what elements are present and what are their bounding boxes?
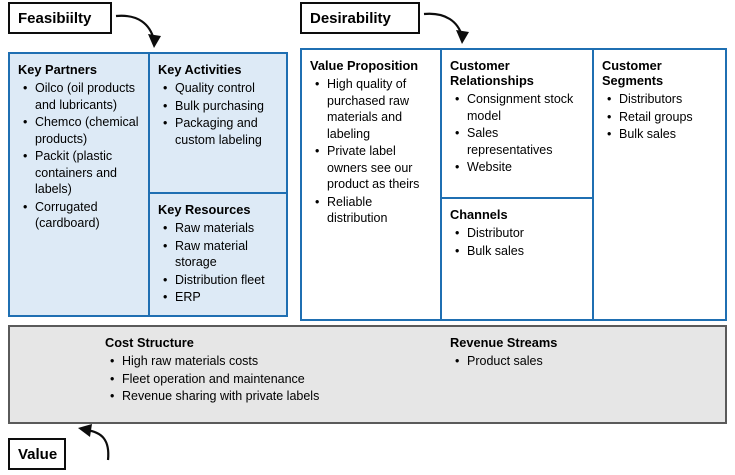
list-item: • Bulk purchasing [175, 98, 278, 115]
value-proposition-list [310, 76, 432, 227]
callout-desirability [300, 2, 420, 34]
value-block [8, 325, 727, 424]
key-resources-list [158, 220, 278, 306]
channels-title: Channels [450, 207, 508, 222]
list-item: • Sales representatives [467, 125, 584, 158]
list-item: • Website [467, 159, 584, 176]
cell-cost-structure [105, 335, 445, 420]
customer-segments-title: Customer Segments [602, 58, 664, 89]
list-item: • Bulk sales [467, 243, 584, 260]
list-item: • Packaging and custom labeling [175, 115, 278, 148]
list-item: • Consignment stock model [467, 91, 584, 124]
customer-segments-list [602, 91, 717, 143]
list-item: • Distributor [467, 225, 584, 242]
revenue-streams-title: Revenue Streams [450, 335, 558, 350]
cell-customer-segments [594, 50, 725, 319]
list-item: • Raw material storage [175, 238, 278, 271]
callout-feasibility-label: Feasibiilty [18, 9, 92, 27]
list-item: • Packit (plastic containers and labels) [35, 148, 140, 198]
customer-relationships-title: Customer Relationships [450, 58, 534, 89]
cell-channels [442, 199, 592, 319]
list-item: • Fleet operation and maintenance [122, 371, 445, 388]
list-item: • Reliable distribution [327, 194, 432, 227]
cell-customer-relationships [442, 50, 592, 197]
list-item: • Bulk sales [619, 126, 717, 143]
list-item: • Corrugated (cardboard) [35, 199, 140, 232]
list-item: • Revenue sharing with private labels [122, 388, 445, 405]
list-item: • Private label owners see our product as theirs [327, 143, 432, 193]
arrow-feasibility-icon [112, 6, 172, 54]
list-item: • Distribution fleet [175, 272, 278, 289]
arrow-value-icon [72, 424, 118, 464]
cost-structure-list [105, 353, 445, 405]
callout-value-label: Value [18, 445, 58, 463]
channels-list [450, 225, 584, 259]
customer-relationships-list [450, 91, 584, 176]
key-partners-title: Key Partners [18, 62, 97, 77]
list-item: • Raw materials [175, 220, 278, 237]
key-activities-list [158, 80, 278, 148]
key-resources-title: Key Resources [158, 202, 251, 217]
list-item: • Product sales [467, 353, 720, 370]
key-activities-title: Key Activities [158, 62, 242, 77]
cost-structure-title: Cost Structure [105, 335, 194, 350]
cell-revenue-streams [450, 335, 720, 420]
arrow-desirability-icon [420, 6, 480, 52]
cell-key-partners [10, 54, 148, 315]
feasibility-block [8, 52, 288, 317]
revenue-streams-list [450, 353, 720, 370]
list-item: • Retail groups [619, 109, 717, 126]
value-proposition-title: Value Proposition [310, 58, 419, 73]
key-partners-list [18, 80, 140, 232]
desirability-block [300, 48, 727, 321]
list-item: • High quality of purchased raw materials and labeling [327, 76, 432, 142]
list-item: • Distributors [619, 91, 717, 108]
callout-feasibility [8, 2, 112, 34]
list-item: • Quality control [175, 80, 278, 97]
cell-key-resources [150, 194, 286, 315]
list-item: • Oilco (oil products and lubricants) [35, 80, 140, 113]
list-item: • Chemco (chemical products) [35, 114, 140, 147]
list-item: • High raw materials costs [122, 353, 445, 370]
list-item: • ERP [175, 289, 278, 306]
callout-desirability-label: Desirability [310, 9, 391, 27]
cell-value-proposition [302, 50, 440, 319]
callout-value [8, 438, 66, 470]
cell-key-activities [150, 54, 286, 192]
